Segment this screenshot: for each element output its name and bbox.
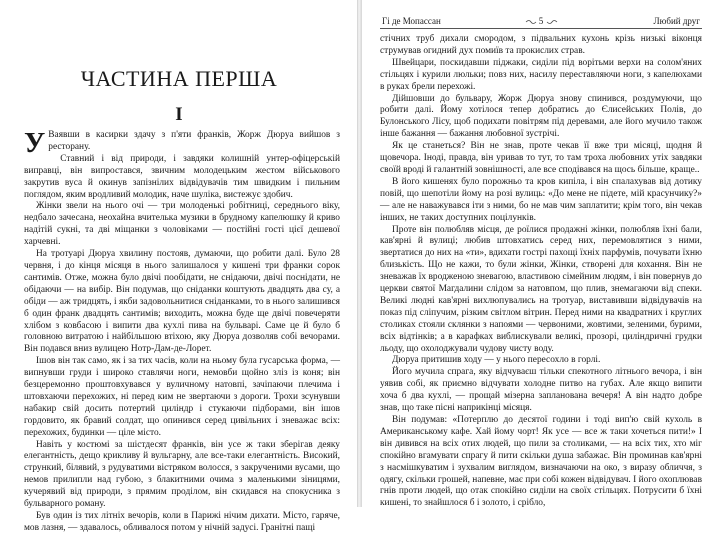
ornament-right-icon <box>546 19 558 25</box>
paragraph: Був один із тих літніх вечорів, коли в Парижі нічим дихати. Місто, гаряче, мов лазня, — здавалось, обливалося потом у нічній задусі. Гранітні пащі <box>24 511 340 533</box>
page-number: 5 <box>380 16 702 26</box>
paragraph: Як це станеться? Він не знав, проте чекав її вже три місяці, щодня й щовечора. Іноді, правда, він уривав то тут, то там троха любовних утіх завдяки своїй вроді й галантній зовнішності, але все сподівався на щось більше, краще.. <box>380 141 702 175</box>
paragraph: Його мучила спрага, яку відчуваєш тільки спекотного літнього вечора, і він уявив собі, як приємно відчувати холодне питво на губах. Але якщо випити хоча б два кухлі, — прощай мізерна запланована вечеря! А він надто добре знав, що таке пісні наприкінці місяця. <box>380 367 702 414</box>
chapter-title: ЧАСТИНА ПЕРША <box>80 66 278 91</box>
section-number: I <box>175 104 183 125</box>
paragraph: Навіть у костюмі за шістдесят франків, він усе ж таки зберігав деяку елегантність, дещо крикливу й вульгарну, але все-таки елегантність. Високий, стрункий, білявий, з рудуватими вістряком волосся, з закрученими вусами, що немов прилипли над губою, з блакитними очима з маленькими зіницями, кучерявий від природи, з прямим проділом, він скидався на спокусника з бульварного роману. <box>24 439 340 510</box>
paragraph: На тротуарі Дюруа хвилину постояв, думаючи, що робити далі. Було 28 червня, і до кінця місяця в нього залишалося у кишені три франки сорок сантимів. Отже, можна було двічі пообідати, не снідаючи, двічі поснідати, не обідаючи — на вибір. Він подумав, що сніданки коштують двадцять два су, а обіди — аж тридцять, і якби задовольнитися сніданками, то в нього залишився б один франк двадцять сантимів; виходить, можна буде ще двічі повечеряти хлібом з ковбасою і випити два кухлі пива на бульварі. Саме це й було б головною витратою і найбільшою втіхою, яку Дюруа дозволяв собі вечорами. Він подався вниз вулицею Нотр-Дам-де-Лорет. <box>24 249 340 355</box>
paragraph: Він подумав: «Потерплю до десятої години і тоді вип'ю свій кухоль в Американському кафе. Хай йому чорт! Як усе — все ж таки хочеться пити!» І він дивився на всіх отих людей, що пили за столиками, — на всіх тих, хто міг спокійно вгамувати спрагу й пити скільки душа забажає. Він проминав кав'ярні з насмішкуватим і зухвалим виглядом, визначаючи на око, з виразу обличчя, з одягу, скільки грошей, напевне, має при собі кожен відвідувач. І його охоплював гнів проти людей, що отак спокійно сиділи на своїх стільцях. Потрусити б їхні кишені, то знайшлося б і золото, і срібло, <box>380 415 702 509</box>
paragraph: Швейцари, поскидавши піджаки, сиділи під ворітьми верхи на солом'яних стільцях і курили люльки; повз них, насилу переставляючи ноги, з капелюхами в руках брели перехожі. <box>380 57 702 92</box>
drop-cap: У <box>24 127 46 159</box>
paragraph: Ішов він так само, як і за тих часів, коли на ньому була гусарська форма, — випнувши груди і широко ставлячи ноги, немовби щойно зліз із коня; він безцеремонно проштовхувався у вуличному натовпі, зачіпаючи плечима і штовхаючи перехожих, ні перед ким не звертаючи з дороги. Трохи зсунувши набакир свій досить потертий циліндр і стукаючи підборами, він ішов гордовито, як бравий солдат, що опинився серед цивільних і зневажає всіх: перехожих, будинки — ціле місто. <box>24 356 340 438</box>
paragraph: Ставний і від природи, і завдяки колишній унтер-офіцерській виправці, він випростався, звичним молодецьким жестом військового закрутив вуса й окинув запізнілих відвідувачів тим швидким і пильним поглядом, яким вродливий молодик, наче шуліка, вистежує здобич. <box>24 153 340 200</box>
paragraph: Дюруа притишив ходу — у нього пересохло в горлі. <box>392 355 601 366</box>
paragraph: Дійшовши до бульвару, Жорж Дюруа знову спинився, роздумуючи, що робити далі. Йому хотілося тепер добратись до Єлисейських Полів, до Булонського Лісу, щоб подихати повітрям під деревами, але його мучило також інше бажання — бажання любовної зустрічі. <box>380 93 702 140</box>
right-page-text <box>380 34 702 510</box>
ornament-left-icon <box>525 19 537 25</box>
running-header <box>380 14 702 29</box>
left-page-text <box>24 127 340 535</box>
paragraph: У Ваявши в касирки здачу з п'яти франків, Жорж Дюруа вийшов з ресторану. <box>24 127 340 159</box>
right-page <box>362 0 720 507</box>
paragraph: стічних труб дихали смородом, з підвальних кухонь крізь низькі віконця струмував огидний дух помиїв та прокислих страв. <box>380 34 702 56</box>
header-book-title: Любий друг <box>653 16 700 26</box>
paragraph: Проте він полюбляв місця, де роїлися продажні жінки, полюбляв їхні бали, кав'ярні й вулиці; любив штовхатись серед них, перемовлятися з ними, звертатися до них на «ти», вдихати гострі пахощі їхніх парфумів, почувати їхню близькість. Що не кажи, то були жінки, Жінки, створені для кохання. Він не зневажав їх вродженою зневагою, властивою сімейним людям, і він повернув до церкви святої Магдалини слідом за натовпом, що плив, знемагаючи від спеки. Великі людні кав'ярні вихлюпувались на тротуар, виставивши відвідувачів на показ під сліпучим, різким світлом вітрин. Перед ними на квадратних і круглих столиках стояли склянки з напоями — червоними, жовтими, зеленими, бурими, всіх відтінків; а в карафках виблискували великі, прозорі, циліндричні грудки льоду, що охолоджували чудову чисту воду. <box>380 224 702 354</box>
header-author: Гі де Мопассан <box>382 16 441 26</box>
paragraph: В його кишенях було порожньо та кров кипіла, і він спалахував від дотику повій, що шепотіли йому на розі вулиць: «До мене не підете, мій красунчику?» — але не наважувався іти з ними, бо не мав чим заплатити; крім того, він чекав інших, не таких доступних поцілунків. <box>380 176 702 223</box>
paragraph: Жінки звели на нього очі — три молоденькі робітниці, середнього віку, недбало зачесана, неохайна вчителька музики в брудному капелюшку й криво надітій сукні, та дві міщанки з чоловіками — постійні гості цієї дешевої харчевні. <box>24 201 340 248</box>
left-page <box>0 0 358 533</box>
